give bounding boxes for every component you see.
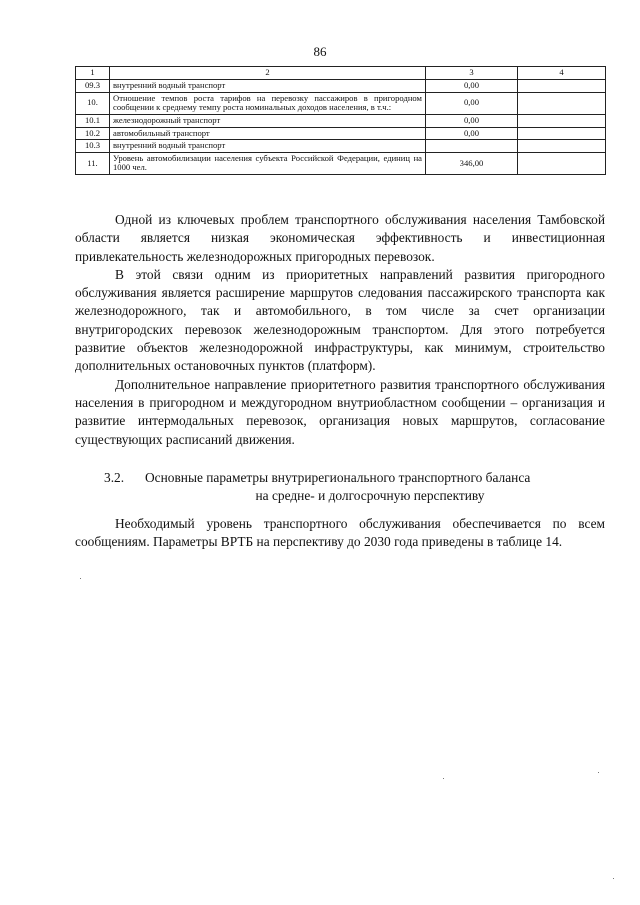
row-value: 0,00 (426, 92, 518, 114)
final-paragraph-block (75, 515, 605, 552)
row-value: 0,00 (426, 114, 518, 127)
paragraph: Необходимый уровень транспортного обслуживания обеспечивается по всем сообщениям. Параметры ВРТБ на перспективу до 2030 года приведены в таблице 14. (75, 516, 605, 550)
row-description: Уровень автомобилизации населения субъекта Российской Федерации, единиц на 1000 чел. (110, 152, 426, 174)
row-number: 10.3 (76, 140, 110, 153)
table-row (76, 127, 606, 140)
paragraph: В этой связи одним из приоритетных направлений развития пригородного обслуживания является расширение маршрутов следования пассажирского транспорта как железнодорожного, так и автомобильного, в том числе за счет организации внутригородских перевозок железнодорожным транспортом. Для этого потребуется развитие объектов железнодорожной инфраструктуры, как минимум, строительство дополнительных остановочных пунктов (платформ). (75, 266, 605, 374)
table-row (76, 140, 606, 153)
section-title-line2: на средне- и долгосрочную перспективу (255, 488, 485, 504)
row-extra (518, 140, 606, 153)
table-row (76, 80, 606, 93)
table-row (76, 114, 606, 127)
section-number: 3.2. (104, 470, 125, 485)
row-extra (518, 114, 606, 127)
scan-speck (80, 578, 81, 579)
row-description: железнодорожный транспорт (110, 114, 426, 127)
row-number: 10.1 (76, 114, 110, 127)
row-value (426, 140, 518, 153)
column-header: 4 (518, 67, 606, 80)
row-extra (518, 127, 606, 140)
paragraph: Дополнительное направление приоритетного развития транспортного обслуживания населения в пригородном и междугородном внутриобластном сообщении – организация и развитие интермодальных перевозок, организация новых маршрутов, согласование существующих расписаний движения. (75, 376, 605, 447)
scan-speck (443, 778, 444, 779)
row-description: внутренний водный транспорт (110, 140, 426, 153)
table-header-row (76, 67, 606, 80)
row-extra (518, 152, 606, 174)
section-heading (75, 469, 605, 506)
body-paragraphs (75, 211, 605, 449)
scan-speck (613, 878, 614, 879)
row-number: 10. (76, 92, 110, 114)
row-extra (518, 92, 606, 114)
row-description: Отношение темпов роста тарифов на перевозку пассажиров в пригородном сообщении к среднему темпу роста номинальных доходов населения, в т.ч.: (110, 92, 426, 114)
row-value: 346,00 (426, 152, 518, 174)
row-number: 09.3 (76, 80, 110, 93)
page-number: 86 (313, 44, 327, 59)
row-extra (518, 80, 606, 93)
table-row (76, 152, 606, 174)
row-description: внутренний водный транспорт (110, 80, 426, 93)
row-value: 0,00 (426, 80, 518, 93)
row-number: 11. (76, 152, 110, 174)
column-header: 2 (110, 67, 426, 80)
paragraph: Одной из ключевых проблем транспортного обслуживания населения Тамбовской области является низкая экономическая эффективность и инвестиционная привлекательность железнодорожных пригородных перевозок. (75, 212, 605, 264)
row-description: автомобильный транспорт (110, 127, 426, 140)
section-title-line1: Основные параметры внутрирегионального транспортного баланса (145, 470, 531, 485)
column-header: 1 (76, 67, 110, 80)
scan-speck (598, 772, 599, 773)
column-header: 3 (426, 67, 518, 80)
row-value: 0,00 (426, 127, 518, 140)
parameters-table (75, 66, 606, 175)
table-row (76, 92, 606, 114)
row-number: 10.2 (76, 127, 110, 140)
